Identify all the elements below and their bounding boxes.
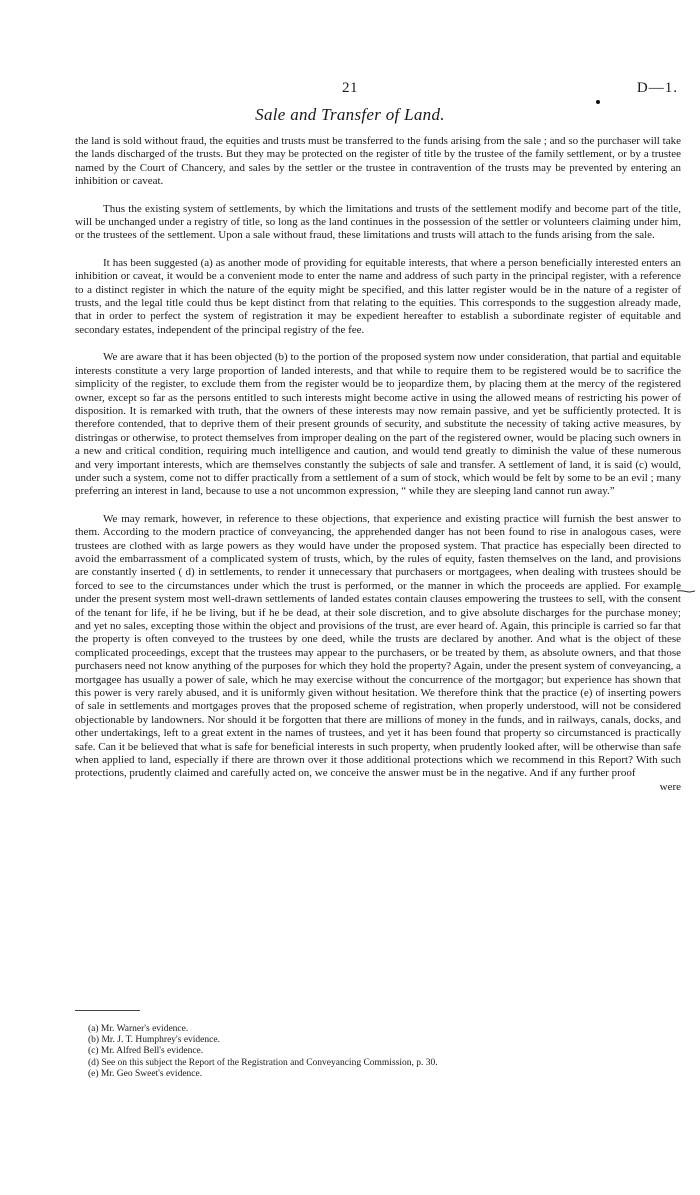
paragraph-5: We may remark, however, in reference to these objections, that experience and existing practice will furnish the best answer to them. According to the modern practice of conveyancing, the apprehended danger has not been found to rise in analogous cases, were trustees are clothed with as large powers as they would have under the proposed system. That practice has especially been directed to avoid the embarrassment of a complicated system of trusts, which, by the rules of equity, fasten themselves on the land, and provisions are constantly inserted ( d) in settlements, to render it unnecessary that purchasers or mortgagees, when dealing with trustees should be forced to see to the circumstances under which the trust is performed, or the manner in which the proceeds are applied. For example under the present system most well-drawn settlements of landed estates contain clauses empowering the trustees to sell, with the consent of the tenant for life, if he be living, but if he be dead, at their sole discretion, and to give absolute discharges for the purchase money; and yet no sales, excepting those within the object and provisions of the trust, are ever heard of. Again, this principle is carried so far that the property is often conveyed to the trustees by one deed, while the trusts are declared by another. And what is the object of these complicated proceedings, except that the trustees may appear to the purchasers, or be treated by them, as absolute owners, and that those purchasers need not know anything of the purposes for which they hold the property? Again, under the present system of conveyancing, a mortgagee has usually a power of sale, which he may exercise without the concurrence of the mortgagor; but experience has shown that this power is very rarely abused, and it is uniformly given without hesitation. We therefore think that the practice (e) of inserting powers of sale in settlements and mortgages proves that the proposed scheme of registration, when properly understood, will not be considered objectionable by landowners. Nor should it be forgotten that there are millions of money in the funds, and in railways, canals, docks, and other undertakings, left to a great extent in the names of trustees, and yet it has been found that property so circumstanced is practically safe. Can it be believed that what is safe for beneficial interests in such property, when prudently looked after, will be otherwise than safe when applied to land, especially if there are thrown over it those additional protections which we recommend in this Report? With such protections, prudently claimed and carefully acted on, we conceive the answer must be in the negative. And if any further proof	[75, 512, 681, 780]
catchword: were	[659, 780, 681, 793]
footnote-c: (c) Mr. Alfred Bell's evidence.	[88, 1046, 204, 1057]
paragraph-4: We are aware that it has been objected (b) to the portion of the proposed system now under consideration, that partial and equitable interests constitute a very large proportion of landed interests, and that while to require them to be registered would be to sacrifice the simplicity of the register, to exclude them from the register would be to jeopardize them, by placing them at the mercy of the registered owner, except so far as the persons entitled to such interests might become active in using the allowed means of restricting his power of disposition. It is remarked with truth, that the owners of these interests may now remain passive, and yet be sufficiently protected. It is therefore contended, that to deprive them of their present grounds of security, and substitute the necessity of taking active measures, by distringas or otherwise, to protect themselves from improper dealing on the part of the registered owner, would be placing such owners in a new and critical condition, requiring much intelligence and caution, and would tend greatly to diminish the value of these numerous and very important interests, which are themselves constantly the subjects of sale and transfer. A settlement of land, it is said (c) would, under such a system, come not to differ practically from a settlement of a sum of stock, which would be felt by some to be an evil ; many preferring an interest in land, because to use a not uncommon expression, “ while they are sleeping land cannot run away.”	[75, 351, 681, 498]
footnote-d: (d) See on this subject the Report of the Registration and Conveyancing Commission, p. 30.	[88, 1057, 438, 1068]
page-number: 21	[342, 80, 358, 96]
ink-dot	[596, 100, 600, 104]
footnote-rule	[75, 1010, 140, 1011]
paragraph-1: the land is sold without fraud, the equities and trusts must be transferred to the funds arising from the sale ; and so the purchaser will take the lands discharged of the trusts. But they may be protected on the register of title by the trustee of the family settlement, or by a trustee named by the Court of Chancery, and sales by the settler or the trustee in contravention of the trusts may be prevented by entering an inhibition or caveat.	[75, 135, 681, 188]
footnote-b: (b) Mr. J. T. Humphrey's evidence.	[88, 1035, 220, 1046]
footnote-e: (e) Mr. Geo Sweet's evidence.	[88, 1068, 203, 1079]
footnote-a: (a) Mr. Warner's evidence.	[88, 1024, 189, 1034]
page-title: Sale and Transfer of Land.	[255, 105, 445, 124]
body-text	[75, 135, 681, 794]
margin-mark-icon	[676, 588, 696, 598]
paragraph-3: It has been suggested (a) as another mode of providing for equitable interests, that where a person beneficially interested enters an inhibition or caveat, it would be a convenient mode to enter the name and address of such party in the principal register, with a reference to a distinct register in which the nature of the equity might be specified, and this latter register would be in the nature of a register of trusts, and the legal title could thus be kept distinct from that relating to the equities. This corresponds to the suggestion already made, that in order to perfect the system of registration it may be expedient hereafter to establish a subordinate register of equitable and secondary estates, independent of the principal registry of the fee.	[75, 256, 681, 336]
footnotes	[88, 1024, 648, 1080]
paragraph-2: Thus the existing system of settlements, by which the limitations and trusts of the settlement modify and become part of the title, will be unchanged under a registry of title, so long as the land continues in the possession of the settler or volunteers claiming under him, or the trustees of the settlement. Upon a sale without fraud, these limitations and trusts will attach to the funds arising from the sale.	[75, 202, 681, 242]
document-reference: D—1.	[636, 80, 678, 96]
